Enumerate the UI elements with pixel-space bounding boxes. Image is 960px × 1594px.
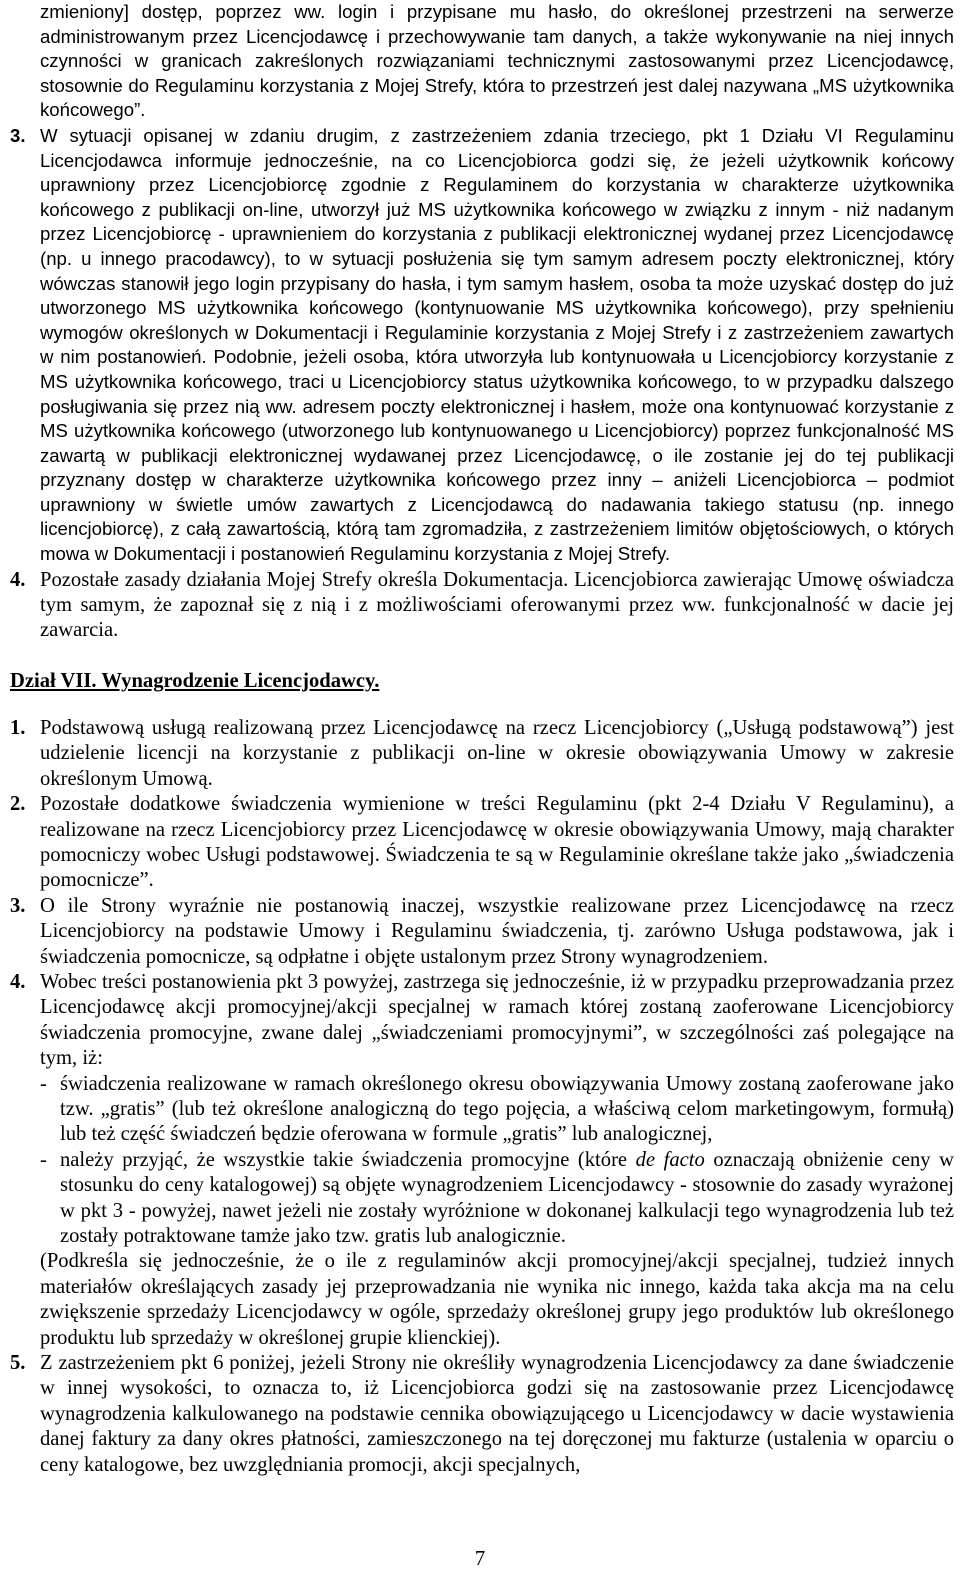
item-number: 5.: [10, 1352, 26, 1375]
item-number: 3.: [10, 124, 26, 146]
item-text: Podstawową usługą realizowaną przez Licencjodawcę na rzecz Licencjobiorcy („Usługą podstawową”) jest udzielenie licencji na korzystanie z publikacji on-line w okresie obowiązywania Umowy w zakresie określonym Umową.: [40, 716, 954, 790]
item-number: 4.: [10, 970, 26, 993]
item-text: O ile Strony wyraźnie nie postanowią inaczej, wszystkie realizowane przez Licencjodawcę na rzecz Licencjobiorcy na podstawie Umowy i Regulaminu świadczenia, tj. zarówno Usługa podstawowa, jak i świadczenia pomocnicze, są odpłatne i objęte ustalonym przez Strony wynagrodzeniem.: [40, 894, 954, 968]
bullet-text-italic: de facto: [635, 1148, 705, 1171]
section6-item-4: [10, 568, 954, 644]
item-text: Pozostałe dodatkowe świadczenia wymienione w treści Regulaminu (pkt 2-4 Działu V Regulaminu), a realizowane na rzecz Licencjobiorcy przez Licencjodawcę w okresie obowiązywania Umowy, mają charakter pomocniczy wobec Usługi podstawowej. Świadczenia te są w Regulaminie określane także jako „świadczenia pomocnicze”.: [40, 793, 954, 892]
item-number: 1.: [10, 716, 26, 739]
bullet-text-after: oznaczają obniżenie ceny w stosunku do ceny katalogowej) są objęte wynagrodzeniem Licencjodawcy - stosownie do zasady wyrażonej w pkt 3 - powyżej, nawet jeżeli nie zostały wyróżnione w dokonanej kalkulacji tego wynagrodzenia lub też zostały potraktowane tamże jako tzw. gratis lub analogicznie.: [60, 1148, 954, 1247]
bullet-text: świadczenia realizowane w ramach określonego okresu obowiązywania Umowy zostaną zaoferowane jako tzw. „gratis” (lub też określone analogiczną do tego pojęcia, a właściwą celom marketingowym, formułą) lub też część świadczeń będzie oferowana w formule „gratis” lub analogicznej,: [60, 1072, 954, 1146]
item-number: 3.: [10, 894, 26, 917]
bullet-dash: -: [40, 1072, 47, 1095]
document-page: [10, 0, 954, 1478]
continuation-paragraph: zmieniony] dostęp, poprzez ww. login i przypisane mu hasło, do określonej przestrzeni na serwerze administrowanym przez Licencjodawcę i przechowywanie tam danych, a także wykonywanie na niej innych czynności w granicach zakreślonych rozwiązaniami technicznymi zastosowanymi przez Licencjodawcę, stosownie do Regulaminu korzystania z Mojej Strefy, która to przestrzeń jest dalej nazywana „MS użytkownika końcowego”.: [40, 1, 954, 121]
item-text: Pozostałe zasady działania Mojej Strefy określa Dokumentacja. Licencjobiorca zawierając Umowę oświadcza tym samym, że zapoznał się z nią i z możliwościami oferowanymi przez ww. funkcjonalność w dacie jej zawarcia.: [40, 568, 954, 642]
bullet-text: [60, 1148, 954, 1250]
note-paragraph: (Podkreśla się jednocześnie, że o ile z regulaminów akcji promocyjnej/akcji specjalnej, tudzież innych materiałów określających zasady jej przeprowadzania nie wynika nic innego, każda taka akcja ma na celu zwiększenie sprzedaży Licencjodawcy w ogóle, sprzedaży określonej grupy jego produktów lub określonego produktu lub sprzedaży w określonej grupie klienckiej).: [40, 1250, 954, 1349]
page-number: 7: [474, 1548, 486, 1570]
item-text: Z zastrzeżeniem pkt 6 poniżej, jeżeli Strony nie określiły wynagrodzenia Licencjodawcy za dane świadczenie w innej wysokości, to oznacza to, iż Licencjobiorca godzi się na zastosowanie przez Licencjodawcę wynagrodzenia kalkulowanego na podstawie cennika obowiązującego u Licencjodawcy w dacie wystawienia danej faktury za dany okres płatności, zamieszczonego na tej doręczonej mu fakturze (ustalenia w oparciu o ceny katalogowe, bez uwzględniania promocji, akcji specjalnych,: [40, 1352, 954, 1476]
section7-item-1: [10, 716, 954, 792]
section-heading: Dział VII. Wynagrodzenie Licencjodawcy.: [10, 669, 380, 692]
item-number: 4.: [10, 568, 26, 591]
item-number: 2.: [10, 793, 26, 816]
section7-item-5: [10, 1351, 954, 1478]
section7-item-2: [10, 792, 954, 894]
bullet-item: [40, 1072, 954, 1148]
bullet-item: [40, 1148, 954, 1250]
item-text: Wobec treści postanowienia pkt 3 powyżej, zastrzega się jednocześnie, iż w przypadku przeprowadzania przez Licencjodawcę akcji promocyjnej/akcji specjalnej w ramach której zostaną zaoferowane Licencjobiorcy świadczenia promocyjne, zwane dalej „świadczeniami promocyjnymi”, w szczególności zaś polegające na tym, iż:: [40, 970, 954, 1070]
bullet-text-before: należy przyjąć, że wszystkie takie świadczenia promocyjne (które: [60, 1148, 636, 1171]
item-text: W sytuacji opisanej w zdaniu drugim, z zastrzeżeniem zdania trzeciego, pkt 1 Działu VI Regulaminu Licencjodawca informuje jednocześnie, na co Licencjobiorca godzi się, że jeżeli użytkownik końcowy uprawniony przez Licencjobiorcę zgodnie z Regulaminem do korzystania w charakterze użytkownika końcowego z publikacji on-line, utworzył już MS użytkownika końcowego w związku z innym - niż nadanym przez Licencjobiorcę - uprawnieniem do korzystania z publikacji elektronicznej wydanej przez Licencjodawcę (np. u innego pracodawcy), to w sytuacji posłużenia się tym samym adresem poczty elektronicznej, który wówczas stanowił jego login przypisany do hasła, i tym samym hasłem, osoba ta może uzyskać dostęp do już utworzonego MS użytkownika końcowego (kontynuowanie MS użytkownika końcowego), przy spełnieniu wymogów określonych w Dokumentacji i Regulaminie korzystania z Mojej Strefy i z zastrzeżeniem zawartych w nim postanowień. Podobnie, jeżeli osoba, która utworzyła lub kontynuowała u Licencjobiorcy korzystanie z MS użytkownika końcowego, traci u Licencjobiorcy status użytkownika końcowego, to w przypadku dalszego posługiwania się przez nią ww. adresem poczty elektronicznej i hasłem, może ona kontynuować korzystanie z MS użytkownika końcowego (utworzonego lub kontynuowanego u Licencjobiorcy) poprzez funkcjonalność MS zawartą w publikacji elektronicznej wydawanej przez Licencjodawcę, o ile zostanie jej do tej publikacji przyznany dostęp w charakterze użytkownika końcowego przez inny – aniżeli Licencjobiorca – podmiot uprawniony w świetle umów zawartych z Licencjodawcą do nadawania takiego statusu (np. innego licencjobiorcę), z całą zawartością, którą tam zgromadziła, z zastrzeżeniem limitów objętościowych, o których mowa w Dokumentacji i postanowień Regulaminu korzystania z Mojej Strefy.: [40, 124, 954, 565]
section7-item-4: [10, 970, 954, 1072]
section6-item-3: [10, 124, 954, 567]
section7-item-3: [10, 894, 954, 970]
bullet-dash: -: [40, 1148, 47, 1171]
